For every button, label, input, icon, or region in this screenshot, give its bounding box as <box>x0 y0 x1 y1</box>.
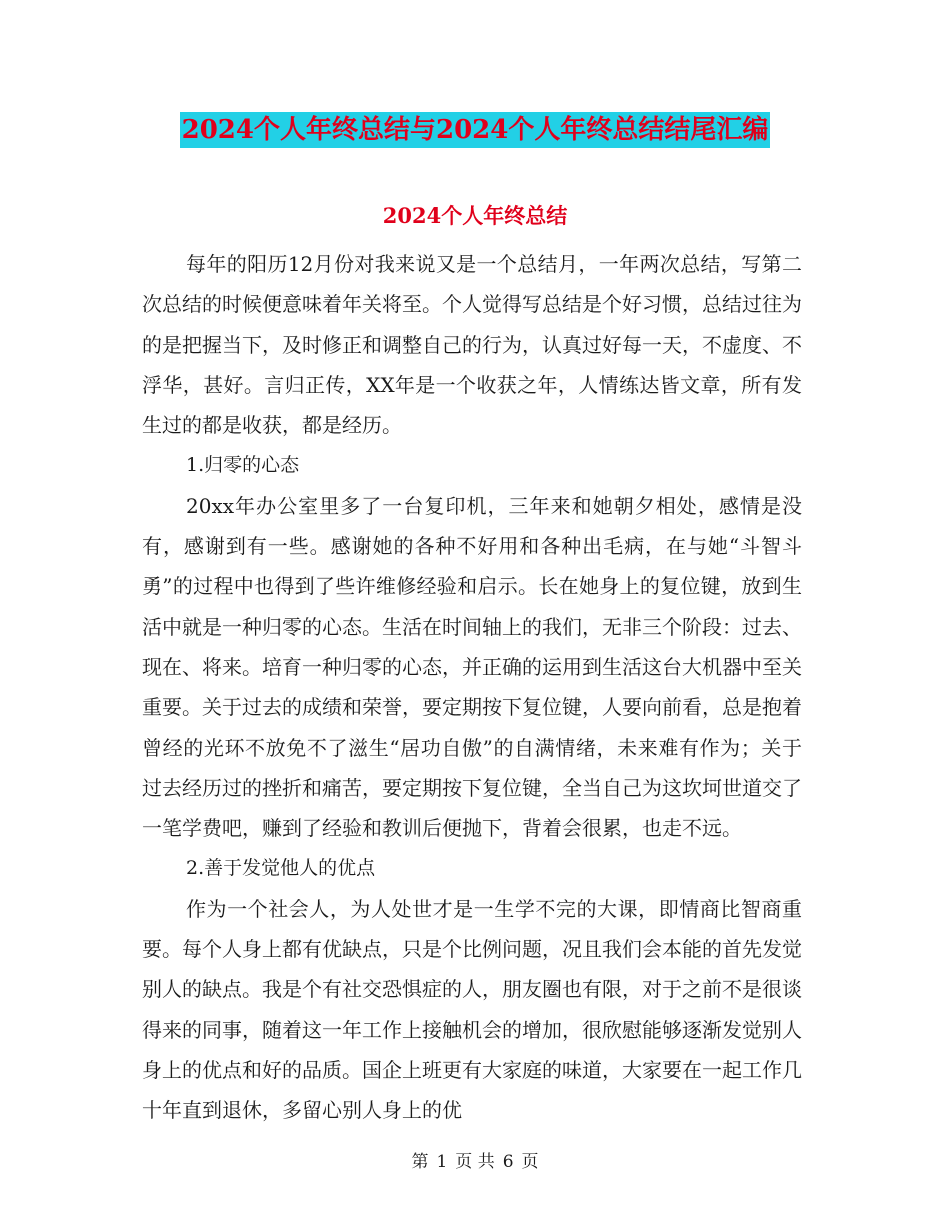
document-title-wrap <box>0 112 950 148</box>
page-footer <box>0 1150 950 1174</box>
footer-total-pages: 6 <box>502 1152 514 1172</box>
paragraph-social: 作为一个社会人，为人处世才是一生学不完的大课，即情商比智商重要。每个人身上都有优缺点，只是个比例问题，况且我们会本能的首先发觉别人的缺点。我是个有社交恐惧症的人，朋友圈也有限，对于之前不是很谈得来的同事，随着这一年工作上接触机会的增加，很欣慰能够逐渐发觉别人身上的优点和好的品质。国企上班更有大家庭的味道，大家要在一起工作几十年直到退休，多留心别人身上的优 <box>142 896 802 1123</box>
document-title: 2024个人年终总结与2024个人年终总结结尾汇编 <box>180 112 771 148</box>
paragraph-copier: 20xx年办公室里多了一台复印机，三年来和她朝夕相处，感情是没有，感谢到有一些。感谢她的各种不好用和各种出毛病，在与她“斗智斗勇”的过程中也得到了些许维修经验和启示。长在她身上的复位键，放到生活中就是一种归零的心态。生活在时间轴上的我们，无非三个阶段：过去、现在、将来。培育一种归零的心态，并正确的运用到生活这台大机器中至关重要。关于过去的成绩和荣誉，要定期按下复位键，人要向前看，总是抱着曾经的光环不放免不了滋生“居功自傲”的自满情绪，未来难有作为；关于过去经历过的挫折和痛苦，要定期按下复位键，全当自己为这坎坷世道交了一笔学费吧，赚到了经验和教训后便抛下，背着会很累，也走不远。 <box>142 493 802 841</box>
footer-prefix: 第 <box>411 1152 429 1172</box>
footer-middle: 页 共 <box>455 1152 495 1172</box>
subheading-zero-mindset: 1.归零的心态 <box>186 454 300 477</box>
footer-suffix: 页 <box>521 1152 539 1172</box>
subheading-find-strengths: 2.善于发觉他人的优点 <box>186 857 376 880</box>
section-title: 2024个人年终总结 <box>382 203 568 228</box>
document-body <box>142 244 802 1131</box>
footer-page-number: 1 <box>436 1152 448 1172</box>
paragraph-intro: 每年的阳历12月份对我来说又是一个总结月，一年两次总结，写第二次总结的时候便意味着年关将至。个人觉得写总结是个好习惯，总结过往为的是把握当下，及时修正和调整自己的行为，认真过好每一天，不虚度、不浮华，甚好。言归正传，XX年是一个收获之年，人情练达皆文章，所有发生过的都是收获，都是经历。 <box>142 252 802 438</box>
